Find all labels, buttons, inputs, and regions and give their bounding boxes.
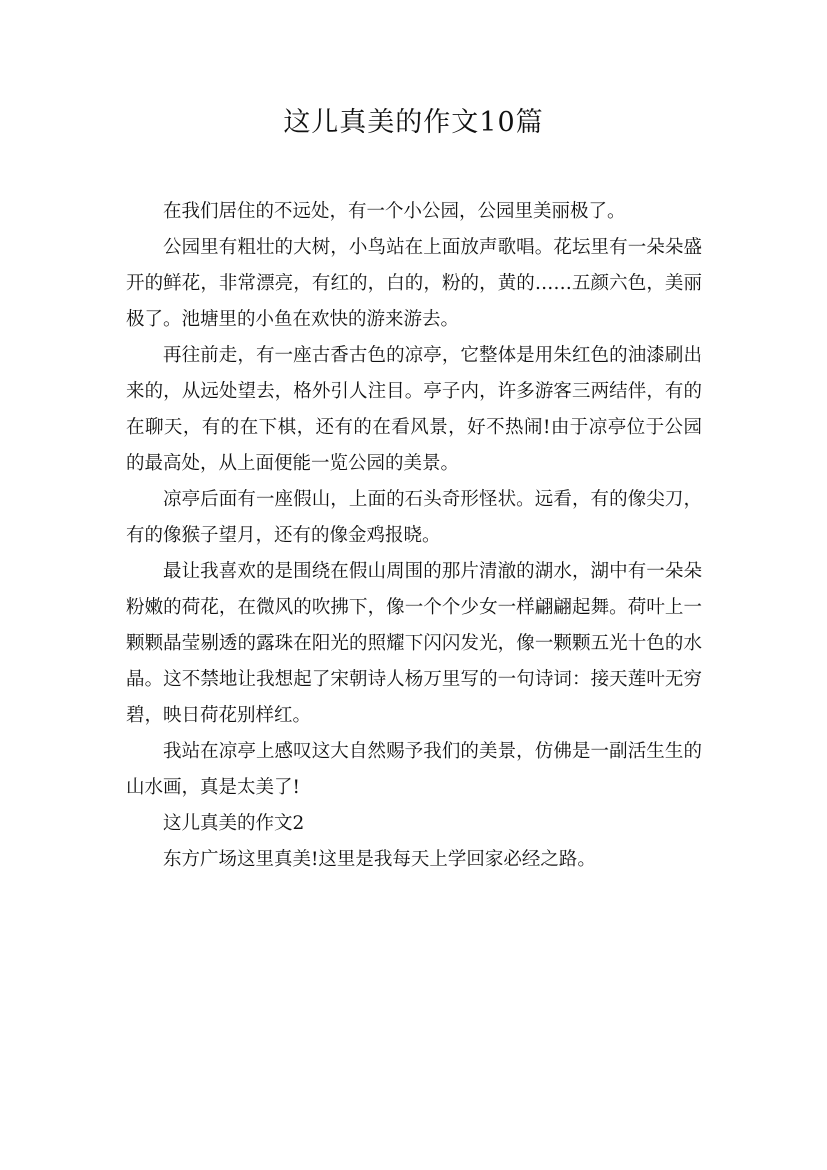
document-title: 这儿真美的作文10篇 [283, 107, 544, 138]
document-body [126, 194, 702, 878]
paragraph: 东方广场这里真美!这里是我每天上学回家必经之路。 [163, 849, 596, 870]
paragraph: 凉亭后面有一座假山，上面的石头奇形怪状。远看，有的像尖刀，有的像猴子望月，还有的像金鸡报晓。 [126, 489, 702, 546]
paragraph: 公园里有粗壮的大树，小鸟站在上面放声歌唱。花坛里有一朵朵盛开的鲜花，非常漂亮，有红的，白的，粉的，黄的……五颜六色，美丽极了。池塘里的小鱼在欢快的游来游去。 [126, 237, 702, 330]
paragraph: 再往前走，有一座古香古色的凉亭，它整体是用朱红色的油漆刷出来的，从远处望去，格外引人注目。亭子内，许多游客三两结伴，有的在聊天，有的在下棋，还有的在看风景，好不热闹!由于凉亭位于公园的最高处，从上面便能一览公园的美景。 [126, 345, 702, 474]
paragraph: 最让我喜欢的是围绕在假山周围的那片清澈的湖水，湖中有一朵朵粉嫩的荷花，在微风的吹拂下，像一个个少女一样翩翩起舞。荷叶上一颗颗晶莹剔透的露珠在阳光的照耀下闪闪发光，像一颗颗五光十色的水晶。这不禁地让我想起了宋朝诗人杨万里写的一句诗词：接天莲叶无穷碧，映日荷花别样红。 [126, 561, 702, 726]
section-heading: 这儿真美的作文2 [163, 813, 305, 834]
paragraph: 我站在凉亭上感叹这大自然赐予我们的美景，仿佛是一副活生生的山水画，真是太美了! [126, 741, 702, 798]
paragraph: 在我们居住的不远处，有一个小公园，公园里美丽极了。 [163, 201, 626, 222]
